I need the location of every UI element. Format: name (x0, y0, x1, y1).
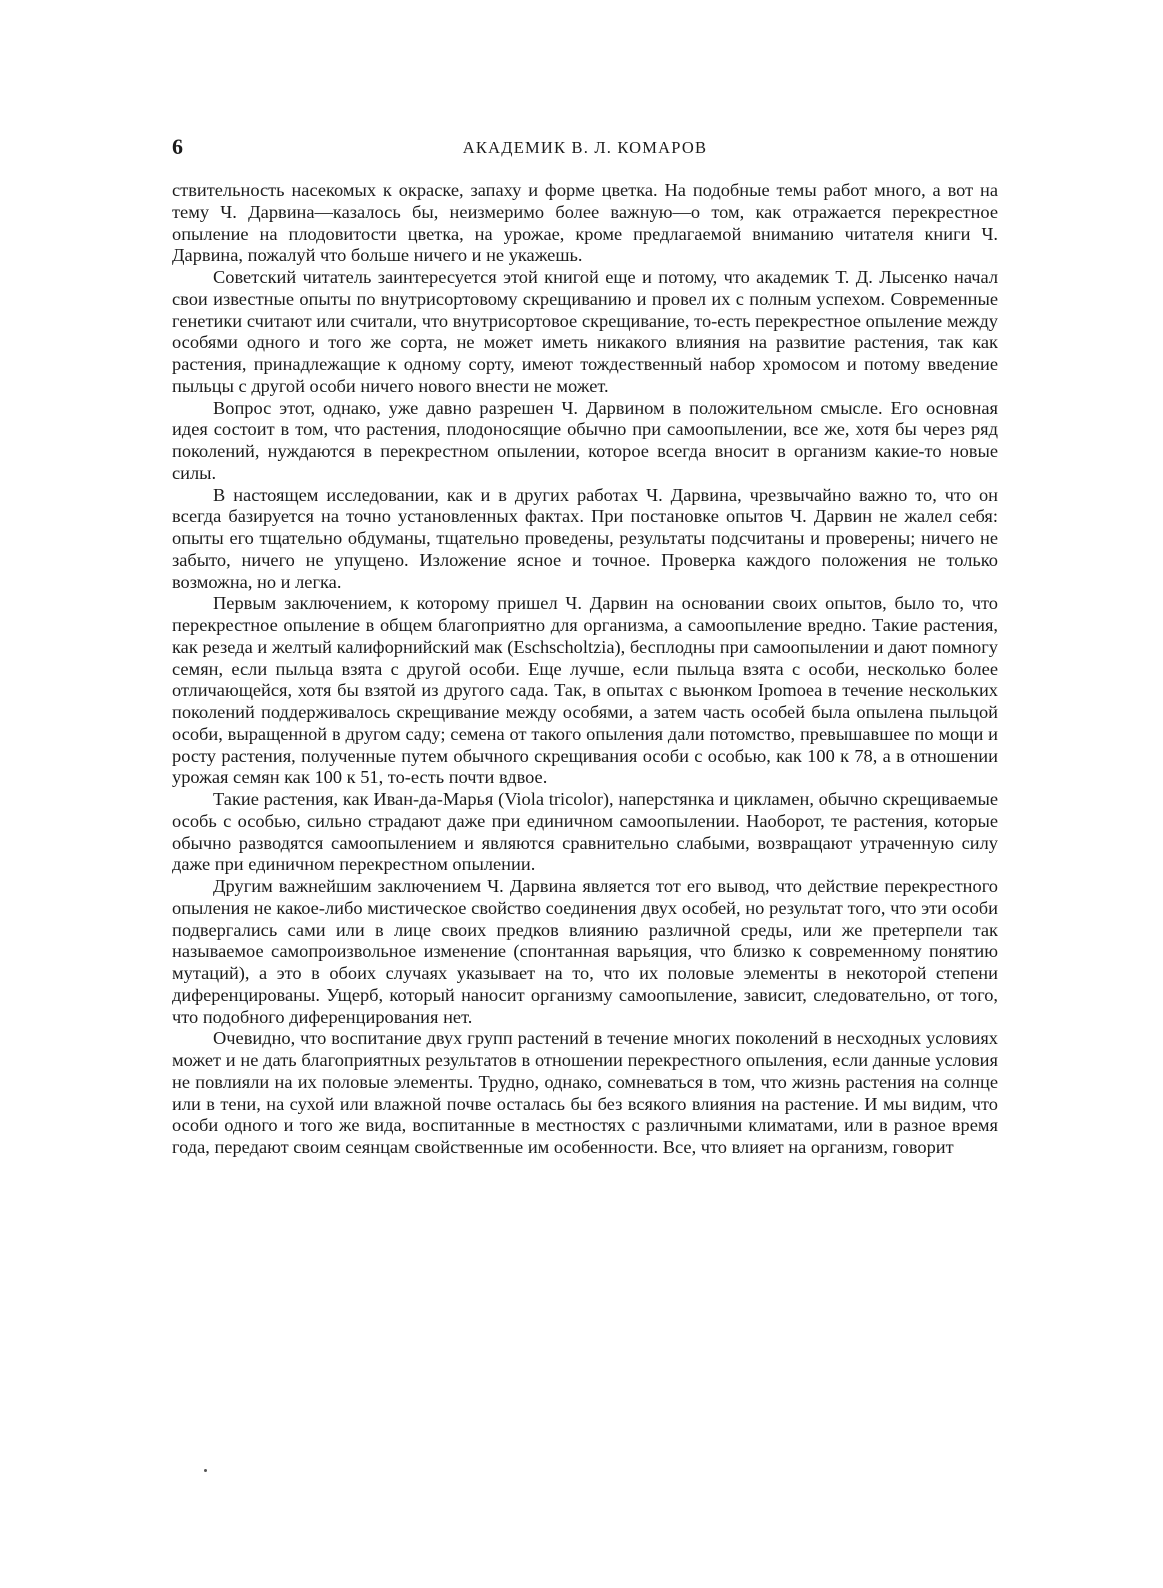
body-text (172, 180, 998, 1159)
paragraph-5: Первым заключением, к которому пришел Ч. Дарвин на основании своих опытов, было то, что перекрестное опыление в общем благоприятно для организма, а самоопыление вредно. Такие растения, как резеда и желтый калифорнийский мак (Eschscholtzia), бесплодны при самоопылении и дают помногу семян, если пыльца взята с другой особи. Еще лучше, если пыльца взята с особи, несколько более отличающейся, хотя бы взятой из другого сада. Так, в опытах с вьюнком Ipomoea в течение нескольких поколений поддерживалось скрещивание между особями, а затем часть особей была опылена пыльцой особи, выращенной в другом саду; семена от такого опыления дали потомство, превышавшее по мощи и росту растения, полученные путем обычного скрещивания особи с особью, как 100 к 78, а в отношении урожая семян как 100 к 51, то-есть почти вдвое. (172, 593, 998, 788)
page-number: 6 (172, 134, 183, 159)
paragraph-8: Очевидно, что воспитание двух групп растений в течение многих поколений в несходных условиях может и не дать благоприятных результатов в отношении перекрестного опыления, если данные условия не повлияли на их половые элементы. Трудно, однако, сомневаться в том, что жизнь растения на солнце или в тени, на сухой или влажной почве осталась бы без всякого влияния на растение. И мы видим, что особи одного и того же вида, воспитанные в местностях с различными климатами, или в разное время года, передают своим сеянцам свойственные им особенности. Все, что влияет на организм, говорит (172, 1028, 998, 1157)
paragraph-1: ствительность насекомых к окраске, запаху и форме цветка. На подобные темы работ много, а вот на тему Ч. Дарвина—казалось бы, неизмеримо более важную—о том, как отражается перекрестное опыление на плодовитости цветка, на урожае, кроме предлагаемой вниманию читателя книги Ч. Дарвина, пожалуй что больше ничего и не укажешь. (172, 180, 998, 266)
paragraph-2: Советский читатель заинтересуется этой книгой еще и потому, что академик Т. Д. Лысенко начал свои известные опыты по внутрисортовому скрещиванию и провел их с полным успехом. Современные генетики считают или считали, что внутрисортовое скрещивание, то-есть перекрестное опыление между особями одного и того же сорта, не может иметь никакого влияния на развитие растения, так как растения, принадлежащие к одному сорту, имеют тождественный набор хромосом и потому введение пыльцы с другой особи ничего нового внести не может. (172, 267, 998, 396)
paragraph-4: В настоящем исследовании, как и в других работах Ч. Дарвина, чрезвычайно важно то, что он всегда базируется на точно установленных фактах. При постановке опытов Ч. Дарвин не жалел себя: опыты его тщательно обдуманы, тщательно проведены, результаты подсчитаны и проверены; ничего не забыто, ничего не упущено. Изложение ясное и точное. Проверка каждого положения не только возможна, но и легка. (172, 484, 998, 592)
scan-speck (204, 1469, 207, 1472)
running-head (172, 133, 998, 165)
paragraph-6: Такие растения, как Иван-да-Марья (Viola tricolor), наперстянка и цикламен, обычно скрещиваемые особь с особью, сильно страдают даже при единичном самоопылении. Наоборот, те растения, которые обычно разводятся самоопылением и являются сравнительно слабыми, возвращают утраченную силу даже при единичном перекрестном опылении. (172, 789, 998, 875)
running-title: АКАДЕМИК В. Л. КОМАРОВ (462, 138, 708, 157)
paragraph-3: Вопрос этот, однако, уже давно разрешен Ч. Дарвином в положительном смысле. Его основная идея состоит в том, что растения, плодоносящие обычно при самоопылении, все же, хотя бы через ряд поколений, нуждаются в перекрестном опылении, которое всегда вносит в организм какие-то новые силы. (172, 397, 998, 483)
paragraph-7: Другим важнейшим заключением Ч. Дарвина является тот его вывод, что действие перекрестного опыления не какое-либо мистическое свойство соединения двух особей, но результат того, что эти особи подвергались сами или в лице своих предков влиянию различной среды, или же претерпели так называемое самопроизвольное изменение (спонтанная варьяция, что близко к современному понятию мутаций), а это в обоих случаях указывает на то, что их половые элементы в некоторой степени диференцированы. Ущерб, который наносит организму самоопыление, зависит, следовательно, от того, что подобного диференцирования нет. (172, 876, 998, 1027)
